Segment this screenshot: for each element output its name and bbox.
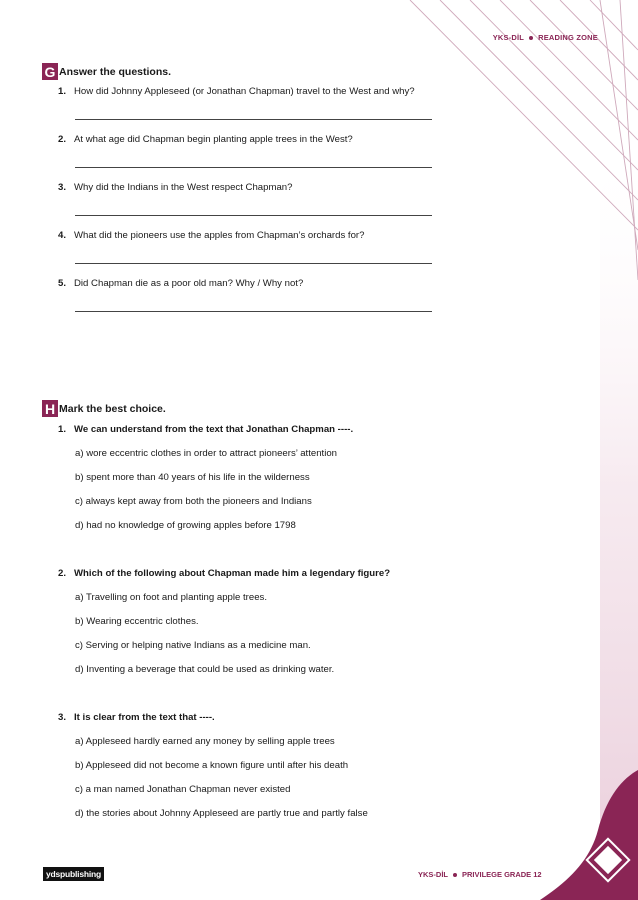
section-g-letter: G — [42, 63, 58, 80]
question-number: 1. — [58, 86, 67, 97]
question-text: It is clear from the text that ----. — [74, 712, 215, 723]
option-h1-d[interactable]: d) had no knowledge of growing apples before 1798 — [75, 520, 296, 531]
section-h-heading — [42, 400, 166, 417]
header-exam-label: YKS-DİL — [492, 33, 525, 42]
option-h3-b[interactable]: b) Appleseed did not become a known figure until after his death — [75, 760, 349, 771]
answer-line-g2[interactable] — [75, 167, 432, 168]
question-g3 — [58, 182, 292, 193]
question-number: 5. — [58, 278, 67, 289]
section-g-title: Answer the questions. — [59, 65, 172, 78]
option-h2-d[interactable]: d) Inventing a beverage that could be used as drinking water. — [75, 664, 335, 675]
question-g2 — [58, 134, 353, 145]
section-h-title: Mark the best choice. — [59, 402, 166, 415]
question-text: Which of the following about Chapman made him a legendary figure? — [74, 568, 391, 579]
question-h1 — [58, 424, 353, 435]
page-header — [493, 33, 598, 42]
question-g5 — [58, 278, 303, 289]
section-h-letter: H — [42, 400, 58, 417]
question-number: 3. — [58, 712, 67, 723]
option-h2-a[interactable]: a) Travelling on foot and planting apple trees. — [75, 592, 268, 603]
option-h1-a[interactable]: a) wore eccentric clothes in order to attract pioneers’ attention — [75, 448, 338, 459]
answer-line-g4[interactable] — [75, 263, 432, 264]
question-text: What did the pioneers use the apples from Chapman’s orchards for? — [74, 230, 365, 241]
header-section-label: READING ZONE — [538, 33, 598, 42]
option-h2-c[interactable]: c) Serving or helping native Indians as a medicine man. — [75, 640, 311, 651]
footer-exam-label: YKS-DİL — [418, 870, 448, 879]
section-g-heading — [42, 63, 171, 80]
answer-line-g3[interactable] — [75, 215, 432, 216]
footer-grade-label: PRIVILEGE GRADE 12 — [462, 870, 542, 879]
publisher-logo: ydspublishing — [43, 867, 104, 881]
option-h3-a[interactable]: a) Appleseed hardly earned any money by selling apple trees — [75, 736, 335, 747]
question-g1 — [58, 86, 415, 97]
question-number: 4. — [58, 230, 67, 241]
question-number: 2. — [58, 134, 67, 145]
option-h3-d[interactable]: d) the stories about Johnny Appleseed are partly true and partly false — [75, 808, 368, 819]
question-number: 2. — [58, 568, 67, 579]
question-h2 — [58, 568, 390, 579]
answer-line-g5[interactable] — [75, 311, 432, 312]
question-number: 3. — [58, 182, 67, 193]
footer-label — [418, 870, 542, 879]
option-h2-b[interactable]: b) Wearing eccentric clothes. — [75, 616, 199, 627]
answer-line-g1[interactable] — [75, 119, 432, 120]
question-h3 — [58, 712, 215, 723]
question-text: Why did the Indians in the West respect Chapman? — [74, 182, 293, 193]
option-h3-c[interactable]: c) a man named Jonathan Chapman never existed — [75, 784, 291, 795]
option-h1-b[interactable]: b) spent more than 40 years of his life in the wilderness — [75, 472, 310, 483]
option-h1-c[interactable]: c) always kept away from both the pioneers and Indians — [75, 496, 312, 507]
footer-separator-dot — [453, 873, 457, 877]
question-text: Did Chapman die as a poor old man? Why / Why not? — [74, 278, 304, 289]
question-text: We can understand from the text that Jonathan Chapman ----. — [74, 424, 354, 435]
question-text: How did Johnny Appleseed (or Jonathan Chapman) travel to the West and why? — [74, 86, 415, 97]
question-number: 1. — [58, 424, 67, 435]
header-separator-dot — [529, 36, 533, 40]
question-text: At what age did Chapman begin planting apple trees in the West? — [74, 134, 353, 145]
question-g4 — [58, 230, 364, 241]
